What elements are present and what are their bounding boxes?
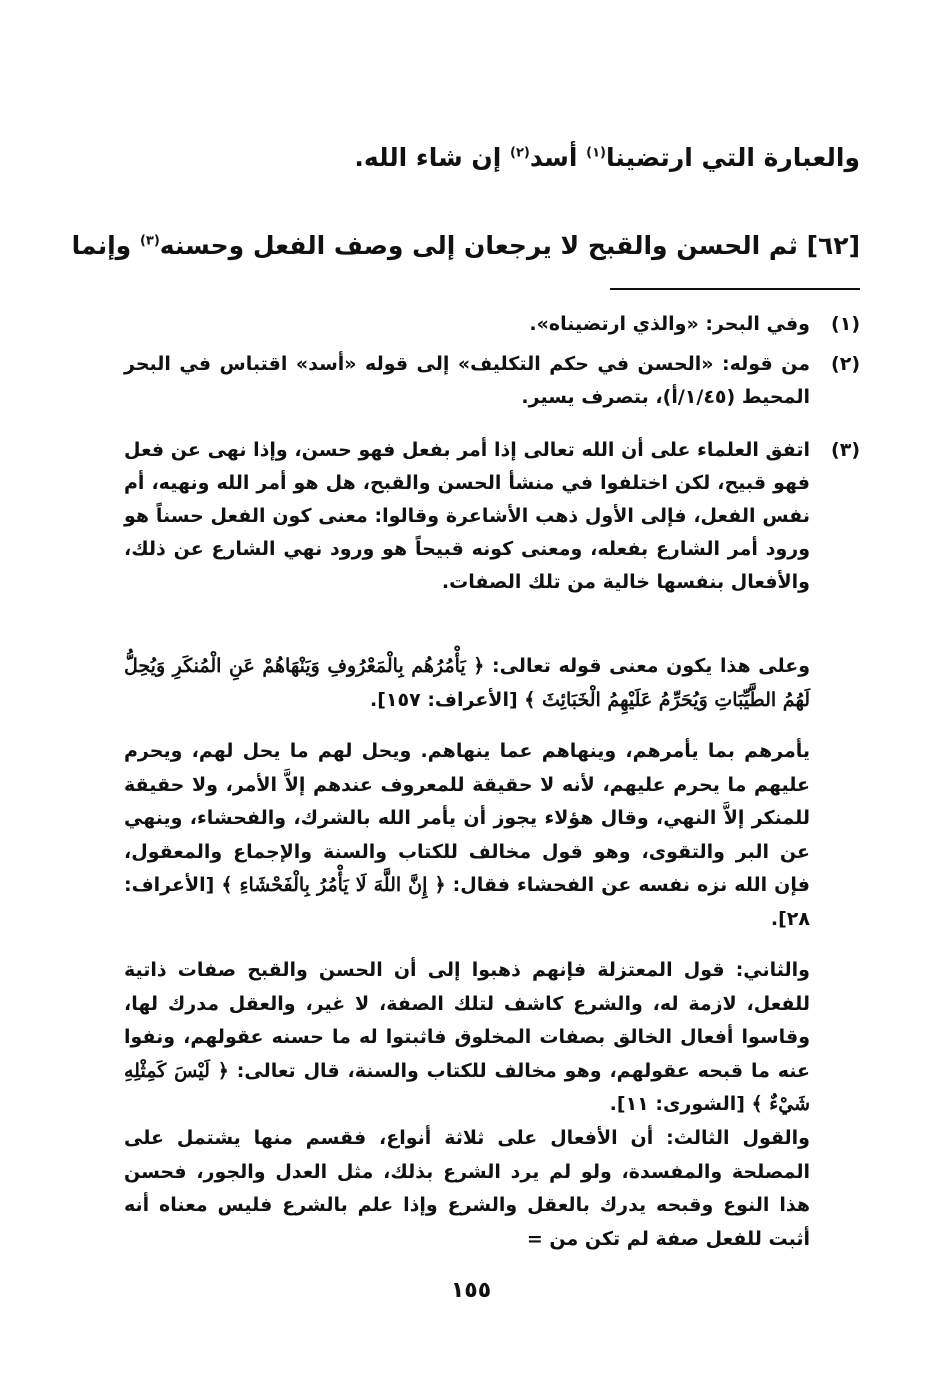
page-number: ١٥٥ [450, 1278, 492, 1303]
footnote-text: من قوله: «الحسن في حكم التكليف» إلى قوله «أسد» اقتباس في البحر المحيط (١/٤٥/أ)، بتصرف يسير. [124, 353, 810, 408]
footnote-paragraph-2 [124, 735, 810, 936]
verse-citation: [الأعراف: ١٥٧]. [370, 688, 525, 711]
body-text: والعبارة التي ارتضينا [606, 143, 860, 172]
body-line-1 [130, 140, 860, 176]
body-line-2 [71, 228, 860, 264]
footnote-paragraph-1 [124, 650, 810, 717]
body-text: أسد [529, 143, 587, 172]
body-text: إن شاء الله. [354, 143, 510, 172]
footnote-ref-3[interactable]: (٣) [139, 233, 160, 249]
footnote-1 [124, 308, 860, 341]
paragraph-text: والثاني: قول المعتزلة فإنهم ذهبوا إلى أن الحسن والقبح صفات ذاتية للفعل، لازمة له، والشرع كاشف لتلك الصفة، لا غير، والعقل مدرك لها، وقاسوا أفعال الخالق بصفات المخلوق فاثبتوا له ما حسنه عقولهم، ونفوا عنه ما قبحه عقولهم، وهو مخالف للكتاب والسنة، قال تعالى: [124, 959, 810, 1082]
footnote-ref-1[interactable]: (١) [586, 145, 606, 161]
footnote-number: (٣) [831, 439, 860, 461]
footnote-text: اتفق العلماء على أن الله تعالى إذا أمر بفعل فهو حسن، وإذا نهى عن فعل فهو قبيح، لكن اختلفوا في منشأ الحسن والقبح، هل هو أمر الله ونهيه، أم نفس الفعل، فإلى الأول ذهب الأشاعرة وقالوا: معنى كون الفعل حسناً هو ورود أمر الشارع بفعله، ومعنى كونه قبيحاً هو ورود نهي الشارع عن ذلك، والأفعال بنفسها خالية من تلك الصفات. [124, 439, 810, 593]
body-text: وإنما [71, 231, 140, 260]
verse-citation: [الأعراف: ٢٨]. [124, 874, 810, 930]
paragraph-text: يأمرهم بما يأمرهم، وينهاهم عما ينهاهم. ويحل لهم ما يحل لهم، ويحرم عليهم ما يحرم عليهم، لأنه لا حقيقة للمعروف عندهم إلاَّ الأمر، ولا حقيقة للمنكر إلاَّ النهي، وقال هؤلاء يجوز أن يأمر الله بالشرك، والفحشاء، وينهي عن البر والتقوى، وهو قول مخالف للكتاب والسنة والإجماع والمعقول، فإن الله نزه نفسه عن الفحشاء فقال: [124, 740, 810, 896]
footnote-text: وفي البحر: «والذي ارتضيناه». [529, 313, 810, 335]
footnote-ref-2[interactable]: (٢) [510, 145, 530, 161]
quran-verse: ﴿ يَأْمُرُهُم بِالْمَعْرُوفِ وَيَنْهَاهُمْ عَنِ الْمُنكَرِ وَيُحِلُّ لَهُمُ الطَّيِّبَاتِ وَيُحَرِّمُ عَلَيْهِمُ الْخَبَائِثَ ﴾ [124, 655, 810, 711]
footnote-paragraph-4 [124, 1122, 810, 1256]
footnote-number: (١) [831, 313, 860, 335]
quran-verse: ﴿ لَيْسَ كَمِثْلِهِ شَيْءٌ ﴾ [124, 1059, 810, 1115]
footnote-divider [610, 288, 860, 290]
footnote-paragraph-3 [124, 954, 810, 1122]
footnote-number: (٢) [831, 353, 860, 375]
verse-citation: [الشورى: ١١]. [609, 1093, 752, 1115]
paragraph-text: وعلى هذا يكون معنى قوله تعالى: [484, 655, 811, 677]
paragraph-text: والقول الثالث: أن الأفعال على ثلاثة أنواع، فقسم منها يشتمل على المصلحة والمفسدة، ولو لم يرد الشرع بذلك، مثل العدل والجور، فحسن هذا النوع وقبحه يدرك بالعقل والشرع وإذا علم بالشرع فليس معناه أنه أثبت للفعل صفة لم تكن من = [124, 1127, 810, 1250]
footnote-2 [124, 348, 860, 414]
quran-verse: ﴿ إِنَّ اللَّهَ لَا يَأْمُرُ بِالْفَحْشَاءِ ﴾ [221, 874, 446, 896]
footnote-3 [124, 434, 860, 599]
body-text: [٦٢] ثم الحسن والقبح لا يرجعان إلى وصف الفعل وحسنه [159, 231, 860, 260]
